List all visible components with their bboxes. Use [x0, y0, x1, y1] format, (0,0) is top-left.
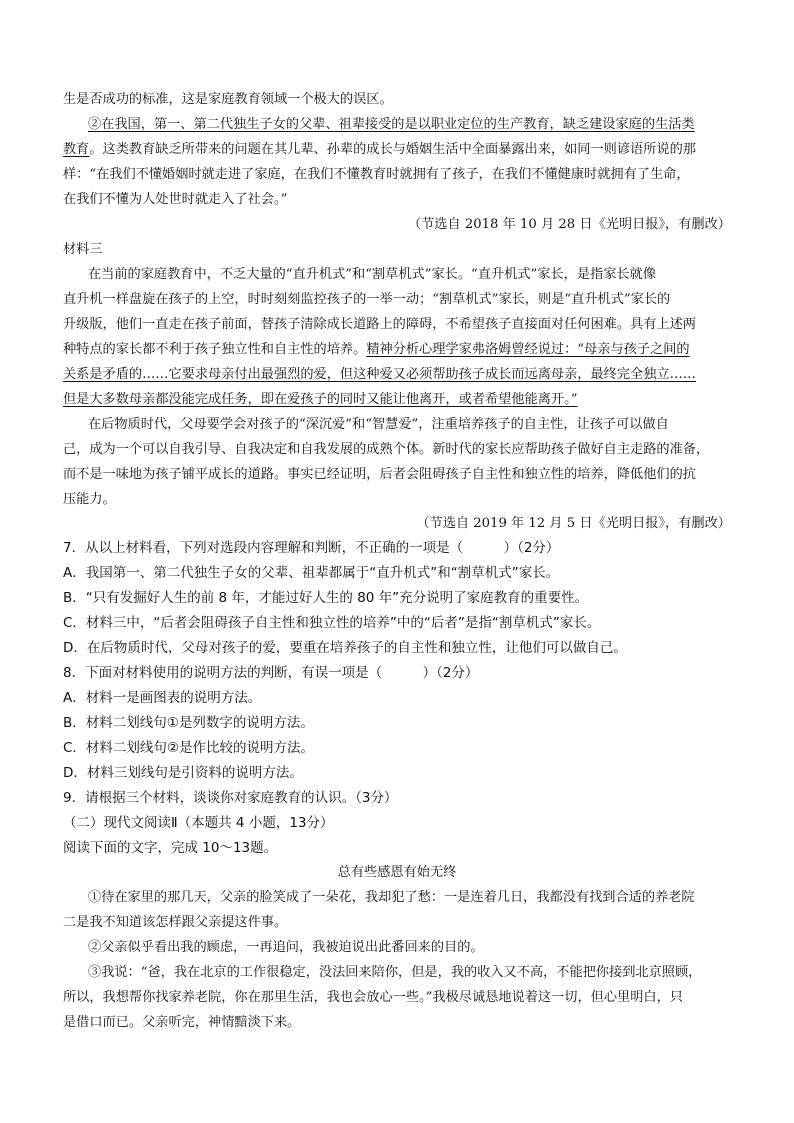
paragraph-line: 样：“在我们不懂婚姻时就走进了家庭，在我们不懂教育时就拥有了孩子，在我们不懂健康时就拥有了生命，	[63, 167, 690, 182]
underlined-quote-line: 但是大多数母亲都没能完成任务，即在爱孩子的同时又能让他离开，或者希望他能离开。”	[63, 392, 578, 407]
underlined-quote: 精神分析心理学家弗洛姆曾经说过：“母亲与孩子之间的	[366, 342, 690, 357]
paragraph-line: 在后物质时代，父母要学会对孩子的“深沉爱”和“智慧爱”，注重培养孩子的自主性，让孩子可以做自	[88, 417, 669, 432]
paragraph-line	[63, 138, 731, 162]
paragraph-line: 生是否成功的标准，这是家庭教育领域一个极大的误区。	[63, 92, 393, 107]
option-7a: A．我国第一、第二代独生子女的父辈、祖辈都属于“直升机式”和“割草机式”家长。	[63, 565, 560, 581]
paragraph-line: 而不是一味地为孩子铺平成长的道路。事实已经证明，后者会阻碍孩子自主性和独立性的培养，降低他们的抗	[63, 467, 696, 482]
paragraph-text: 。这类教育缺乏所带来的问题在其儿辈、孙辈的成长与婚姻生活中全面暴露出来，如同一则谚语所说的那	[89, 142, 696, 157]
source-citation: （节选自 2018 年 10 月 28 日《光明日报》，有删改）	[407, 217, 731, 232]
option-8b: B．材料二划线句①是列数字的说明方法。	[63, 715, 314, 731]
reading-instruction: 阅读下面的文字，完成 10～13题。	[63, 840, 278, 856]
option-8c: C．材料二划线句②是作比较的说明方法。	[63, 740, 315, 756]
section-heading: 材料三	[63, 242, 103, 257]
paragraph-line: 直升机一样盘旋在孩子的上空，时时刻刻监控孩子的一举一动；“割草机式”家长，则是“直升机式”家长的	[63, 292, 671, 307]
underlined-sentence-2-end: 教育	[63, 142, 90, 157]
paragraph-line: ②父亲似乎看出我的顾虑，一再追问，我被迫说出此番回来的目的。	[88, 940, 484, 955]
paragraph-line: 二是我不知道该怎样跟父亲提这件事。	[63, 915, 288, 930]
paragraph-line: 所以，我想帮你找家养老院，你在那里生活，我也会放心一些。”我极尽诚恳地说着这一切，但心里明白，只	[63, 990, 683, 1005]
option-8d: D．材料三划线句是引资料的说明方法。	[63, 765, 303, 781]
option-7d: D．在后物质时代，父母对孩子的爱，要重在培养孩子的自主性和独立性，让他们可以做自己。	[63, 640, 627, 656]
question-8: 8．下面对材料使用的说明方法的判断，有误一项是（ ）（2分）	[63, 665, 479, 681]
paragraph-line: 己，成为一个可以自我引导、自我决定和自我发展的成熟个体。新时代的家长应帮助孩子做好自主走路的准备，	[63, 442, 710, 457]
underlined-quote-line: 关系是矛盾的……它要求母亲付出最强烈的爱，但这种爱又必须帮助孩子成长而远离母亲，最终完全独立……	[63, 367, 696, 382]
question-7: 7．从以上材料看，下列对选段内容理解和判断，不正确的一项是（ ）（2分）	[63, 540, 560, 556]
paragraph-line: 在当前的家庭教育中，不乏大量的“直升机式”和“割草机式”家长。“直升机式”家长，是指家长就像	[88, 267, 656, 282]
article-title: 总有些感恩有始无终	[337, 865, 457, 880]
option-7c: C．材料三中，“后者会阻碍孩子自主性和独立性的培养”中的“后者”是指“割草机式”家长。	[63, 615, 601, 631]
paragraph-line: 压能力。	[63, 492, 116, 507]
paragraph-line: 升级版，他们一直走在孩子前面，替孩子清除成长道路上的障碍，不希望孩子直接面对任何困难。具有上述两	[63, 317, 696, 332]
option-7b: B．“只有发掘好人生的前 8 年，才能过好人生的 80 年”充分说明了家庭教育的重要性。	[63, 590, 589, 606]
source-citation: （节选自 2019 年 12 月 5 日《光明日报》，有删改）	[416, 516, 731, 531]
section-heading: （二）现代文阅读Ⅱ（本题共 4 小题，13分）	[63, 815, 334, 831]
question-9: 9．请根据三个材料，谈谈你对家庭教育的认识。（3分）	[63, 790, 398, 806]
underlined-sentence-2: ②在我国，第一、第二代独生子女的父辈、祖辈接受的是以职业定位的生产教育，缺乏建设家庭的生活类	[88, 117, 695, 132]
paragraph-line: ③我说：“爸，我在北京的工作很稳定，没法回来陪你，但是，我的收入又不高，不能把你接到北京照顾，	[88, 965, 702, 980]
option-8a: A．材料一是画图表的说明方法。	[63, 690, 262, 706]
paragraph-line: 是借口而已。父亲听完，神情黯淡下来。	[63, 1015, 301, 1030]
paragraph-line: ①待在家里的那几天，父亲的脸笑成了一朵花，我却犯了愁：一是连着几日，我都没有找到合适的养老院	[88, 890, 695, 905]
paragraph-line	[63, 338, 731, 362]
paragraph-line: 在我们不懂为人处世时就走入了社会。”	[63, 192, 288, 207]
paragraph-text: 种特点的家长都不利于孩子独立性和自主性的培养。	[63, 342, 367, 357]
paragraph-line	[88, 113, 731, 137]
